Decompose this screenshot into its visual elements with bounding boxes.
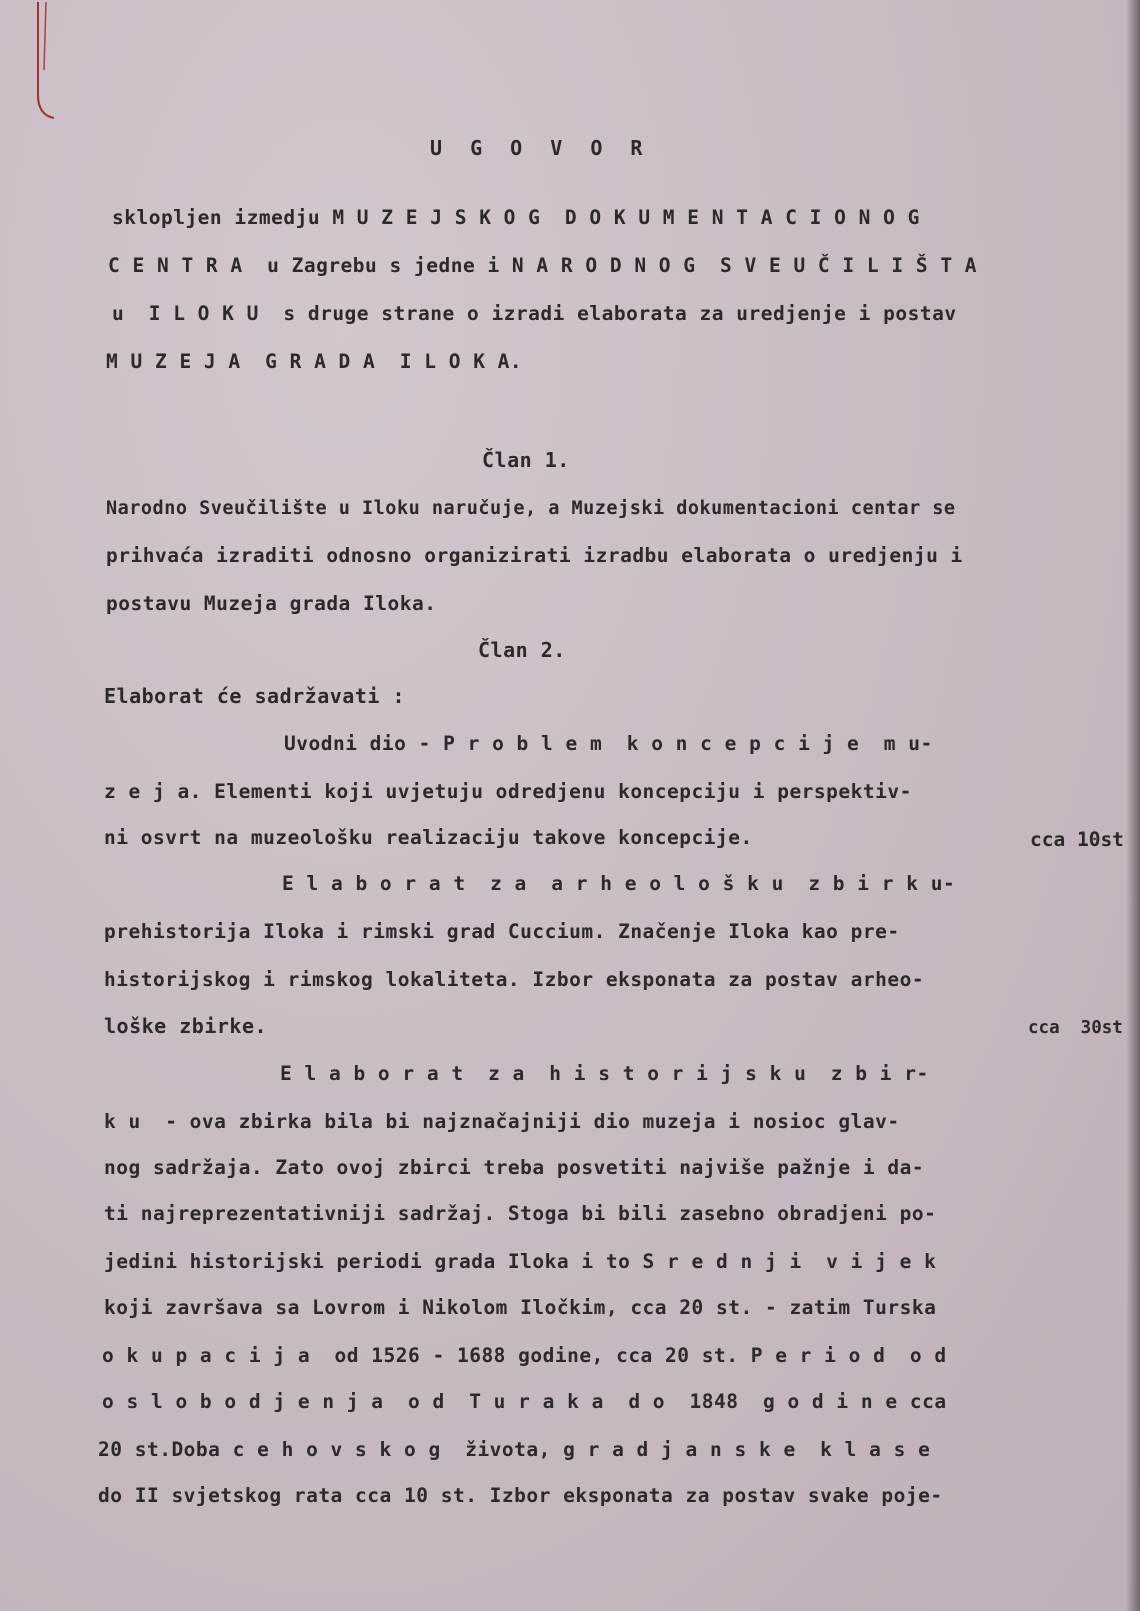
intro-line-3: u I L O K U s druge strane o izradi elaborata za uredjenje i postav [112,302,957,325]
intro-line-2: C E N T R A u Zagrebu s jedne i N A R O D N O G S V E U Č I L I Š T A [108,254,978,277]
document-title: U G O V O R [430,136,651,160]
arheo-line-3: historijskog i rimskog lokaliteta. Izbor eksponata za postav arheo- [104,968,925,991]
hist-line-5: jedini historijski periodi grada Iloka i to S r e d n j i v i j e k [104,1250,937,1273]
hist-line-10: do II svjetskog rata cca 10 st. Izbor eksponata za postav svake poje- [98,1484,943,1507]
pencil-mark-icon [30,0,60,125]
clan1-heading: Član 1. [482,448,570,472]
arheo-line-1: E l a b o r a t z a a r h e o l o š k u z b i r k u- [282,872,956,895]
uvodni-line-2: z e j a. Elementi koji uvjetuju odredjenu koncepciju i perspektiv- [104,780,912,803]
arheo-line-4: loške zbirke. [104,1014,268,1038]
hist-line-4: ti najreprezentativniji sadržaj. Stoga bi bili zasebno obradjeni po- [104,1202,937,1225]
uvodni-line-3: ni osvrt na muzeološku realizaciju takove koncepcije. [104,826,753,849]
hist-line-1: E l a b o r a t z a h i s t o r i j s k u z b i r- [280,1062,929,1085]
clan2-heading: Član 2. [478,638,566,662]
hist-line-9: 20 st.Doba c e h o v s k o g života, g r a d j a n s k e k l a s e [98,1438,931,1461]
hist-line-8: o s l o b o d j e n j a o d T u r a k a d o 1848 g o d i n e cca [102,1390,947,1413]
intro-line-4: M U Z E J A G R A D A I L O K A. [106,350,523,373]
intro-line-1: sklopljen izmedju M U Z E J S K O G D O K U M E N T A C I O N O G [112,206,920,229]
arheo-line-2: prehistorija Iloka i rimski grad Cuccium. Značenje Iloka kao pre- [104,920,900,943]
hist-line-3: nog sadržaja. Zato ovoj zbirci treba posvetiti najviše pažnje i da- [104,1156,925,1179]
hist-line-7: o k u p a c i j a od 1526 - 1688 godine, cca 20 st. P e r i o d o d [102,1344,947,1367]
hist-line-2: k u - ova zbirka bila bi najznačajniji dio muzeja i nosioc glav- [104,1110,900,1133]
uvodni-page-count: cca 10st [1030,828,1124,851]
page-edge-shadow [1126,0,1140,1611]
uvodni-line-1: Uvodni dio - P r o b l e m k o n c e p c i j e m u- [284,732,933,755]
clan1-line-2: prihvaća izraditi odnosno organizirati izradbu elaborata o uredjenju i [106,544,963,567]
clan2-lead: Elaborat će sadržavati : [104,684,405,708]
clan1-line-1: Narodno Sveučilište u Iloku naručuje, a Muzejski dokumentacioni centar se [106,498,956,519]
clan1-line-3: postavu Muzeja grada Iloka. [106,592,437,615]
hist-line-6: koji završava sa Lovrom i Nikolom Iločkim, cca 20 st. - zatim Turska [104,1296,937,1319]
arheo-page-count: cca 30st [1028,1018,1123,1038]
